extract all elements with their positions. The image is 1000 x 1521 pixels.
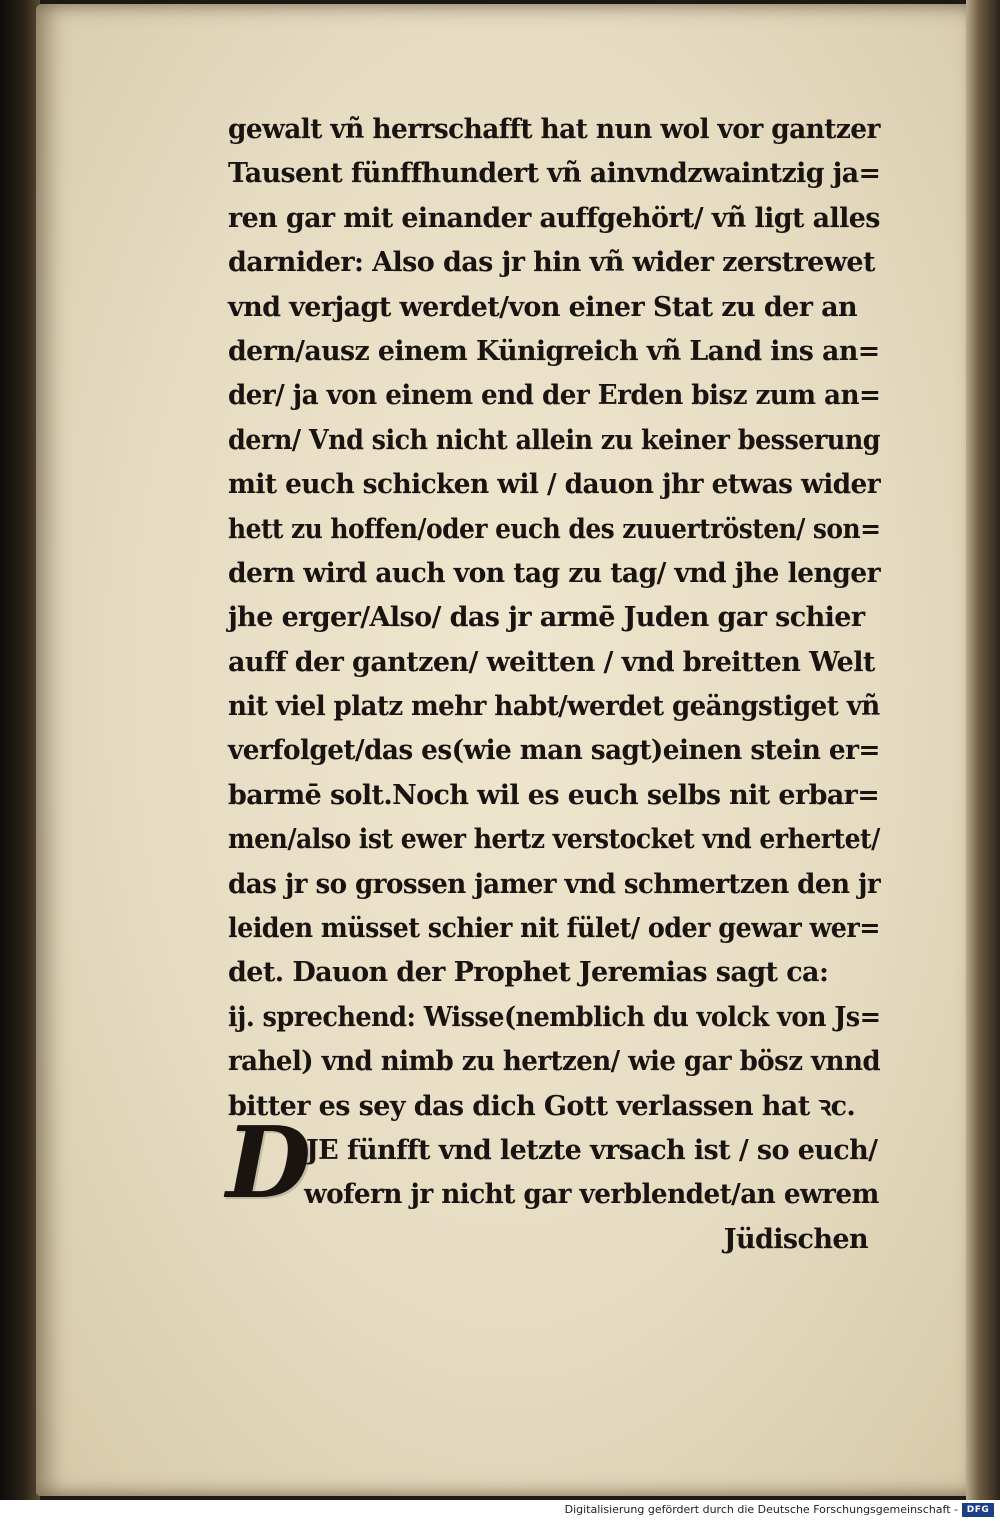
text-line: gewalt vñ herrschafft hat nun wol vor gantzer [228, 114, 880, 145]
text-line: jhe erger/Also/ das jr armē Juden gar schier [228, 602, 865, 634]
text-line: hett zu hoffen/oder euch des zuuertrösten/ son= [228, 513, 881, 545]
text-line: ren gar mit einander auffgehört/ vñ ligt alles [228, 202, 880, 234]
text-line: auff der gantzen/ weitten / vnd breitten Welt [228, 646, 875, 678]
text-line: der/ ja von einem end der Erden bisz zum an= [228, 380, 881, 412]
page-edge [966, 0, 1000, 1500]
text-line: dern wird auch von tag zu tag/ vnd jhe lenger [228, 557, 881, 589]
text-block [228, 108, 880, 1262]
text-line: verfolget/das es(wie man sagt)einen stein er= [228, 735, 880, 767]
text-line: das jr so grossen jamer vnd schmertzen den jr [228, 868, 881, 900]
initial-text-line: wofern jr nicht gar verblendet/an ewrem [304, 1179, 879, 1211]
text-line: darnider: Also das jr hin vñ wider zerstrewet [228, 247, 875, 279]
text-line: nit viel platz mehr habt/werdet geängstiget vñ [228, 691, 880, 723]
text-line: mit euch schicken wil / dauon jhr etwas wider [228, 469, 881, 501]
text-line: rahel) vnd nimb zu hertzen/ wie gar bösz vnnd [228, 1046, 881, 1078]
text-line: Tausent fünffhundert vñ ainvndzwaintzig ja= [228, 158, 881, 190]
text-line: vnd verjagt werdet/von einer Stat zu der an [228, 291, 858, 323]
catchword: Jüdischen [723, 1223, 868, 1255]
text-line: det. Dauon der Prophet Jeremias sagt ca: [228, 957, 829, 989]
book-spine [0, 0, 40, 1500]
text-line: ij. sprechend: Wisse(nemblich du volck von Js= [228, 1001, 881, 1033]
footer-credit: Digitalisierung gefördert durch die Deutsche Forschungsgemeinschaft - [564, 1503, 958, 1516]
text-line: barmē solt.Noch wil es euch selbs nit erbar= [228, 779, 880, 811]
initial-letter: D [226, 1106, 311, 1221]
text-line: men/also ist ewer hertz verstocket vnd erhertet/ [228, 824, 880, 856]
text-line: dern/ausz einem Künigreich vñ Land ins an= [228, 335, 880, 367]
dfg-logo-icon: DFG [962, 1503, 994, 1517]
text-line: leiden müsset schier nit fület/ oder gewar wer= [228, 913, 880, 945]
text-line: bitter es sey das dich Gott verlassen hat ꝛc. [228, 1090, 856, 1122]
footer-bar [0, 1500, 1000, 1521]
text-line: dern/ Vnd sich nicht allein zu keiner besserung [228, 424, 881, 456]
initial-text-line: JE fünfft vnd letzte vrsach ist / so euch/ [306, 1134, 878, 1166]
